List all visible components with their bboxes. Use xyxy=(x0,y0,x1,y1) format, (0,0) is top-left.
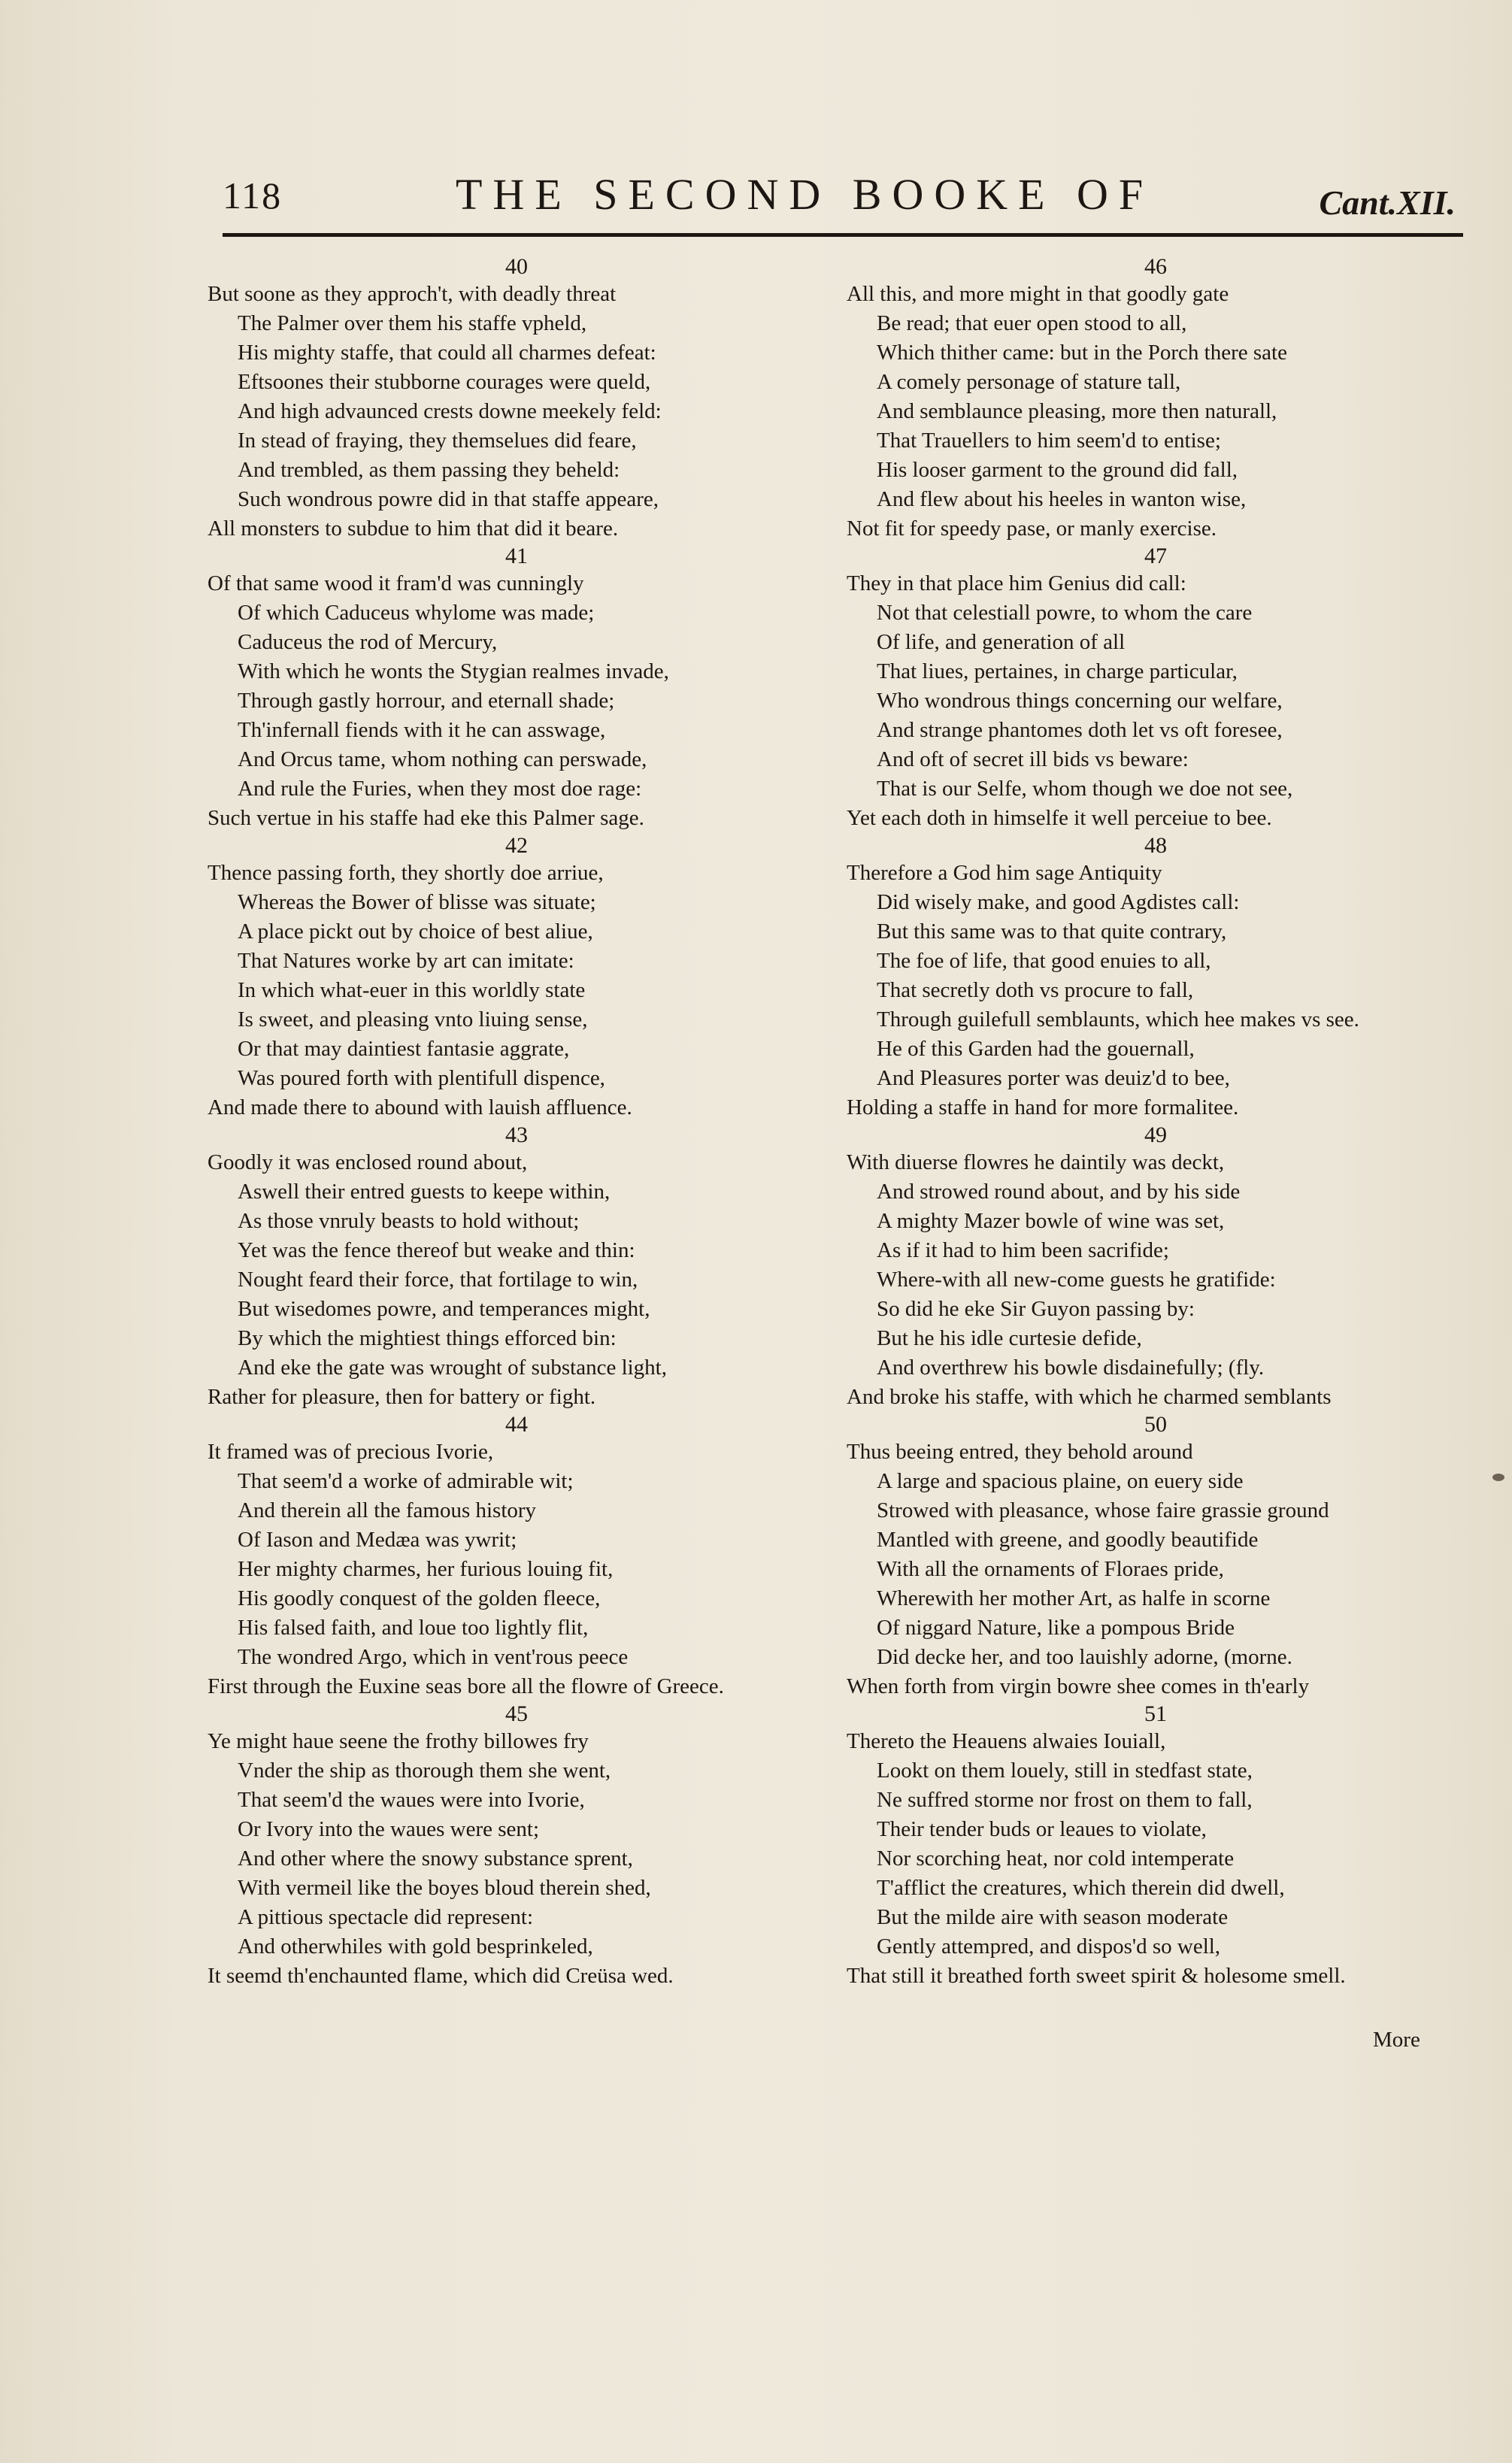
verse-line: A mighty Mazer bowle of wine was set, xyxy=(877,1209,1225,1233)
verse-line: Through gastly horrour, and eternall shade; xyxy=(238,689,615,713)
verse-line: That still it breathed forth sweet spirit & holesome smell. xyxy=(847,1964,1346,1988)
verse-line: And strange phantomes doth let vs oft foresee, xyxy=(877,718,1283,742)
verse-line: Th'infernall fiends with it he can asswage, xyxy=(238,718,606,742)
verse-line: His falsed faith, and loue too lightly flit, xyxy=(238,1616,589,1640)
verse-line: And flew about his heeles in wanton wise, xyxy=(877,487,1247,511)
verse-line: Caduceus the rod of Mercury, xyxy=(238,630,498,654)
verse-line: Strowed with pleasance, whose faire grassie ground xyxy=(877,1498,1329,1522)
verse-line: That secretly doth vs procure to fall, xyxy=(877,978,1194,1002)
verse-line: First through the Euxine seas bore all the flowre of Greece. xyxy=(208,1674,724,1698)
stanza xyxy=(205,1412,829,1701)
catchword: More xyxy=(1373,2028,1420,2052)
stanza-number: 48 xyxy=(1144,833,1167,858)
verse-line: The Palmer over them his staffe vpheld, xyxy=(238,311,587,335)
verse-line: And broke his staffe, with which he charmed semblants xyxy=(847,1385,1332,1409)
stanza-number: 50 xyxy=(1144,1412,1167,1437)
verse-line: That seem'd the waues were into Ivorie, xyxy=(238,1788,585,1812)
verse-line: Goodly it was enclosed round about, xyxy=(208,1150,528,1174)
verse-line: And Orcus tame, whom nothing can perswade, xyxy=(238,747,647,771)
verse-line: By which the mightiest things efforced bin: xyxy=(238,1326,617,1350)
verse-line: With diuerse flowres he daintily was deckt, xyxy=(847,1150,1225,1174)
verse-line: Which thither came: but in the Porch there sate xyxy=(877,341,1287,365)
verse-line: But wisedomes powre, and temperances might, xyxy=(238,1297,650,1321)
stanza-number: 46 xyxy=(1144,254,1167,279)
stanza-number: 42 xyxy=(505,833,528,858)
verse-line: Or that may daintiest fantasie aggrate, xyxy=(238,1037,570,1061)
verse-line: It seemd th'enchaunted flame, which did Creüsa wed. xyxy=(208,1964,674,1988)
verse-line: A comely personage of stature tall, xyxy=(877,370,1181,394)
verse-line: When forth from virgin bowre shee comes in th'early xyxy=(847,1674,1310,1698)
verse-line: But soone as they approch't, with deadly threat xyxy=(208,282,617,306)
verse-line: So did he eke Sir Guyon passing by: xyxy=(877,1297,1195,1321)
verse-line: And trembled, as them passing they beheld: xyxy=(238,458,620,482)
verse-line: Therefore a God him sage Antiquity xyxy=(847,861,1162,885)
verse-line: Ne suffred storme nor frost on them to fall, xyxy=(877,1788,1253,1812)
verse-line: Of niggard Nature, like a pompous Bride xyxy=(877,1616,1235,1640)
verse-line: His mighty staffe, that could all charmes defeat: xyxy=(238,341,656,365)
verse-line: Of which Caduceus whylome was made; xyxy=(238,601,595,625)
verse-line: All monsters to subdue to him that did it beare. xyxy=(208,517,619,541)
page-number: 118 xyxy=(223,174,283,217)
verse-line: And overthrew his bowle disdainefully; (fly. xyxy=(877,1356,1265,1380)
stanza-number: 49 xyxy=(1144,1122,1167,1147)
verse-line: But this same was to that quite contrary, xyxy=(877,919,1227,944)
verse-line: And eke the gate was wrought of substance light, xyxy=(238,1356,667,1380)
verse-line: They in that place him Genius did call: xyxy=(847,571,1186,595)
verse-line: All this, and more might in that goodly gate xyxy=(847,282,1229,306)
verse-line: Thereto the Heauens alwaies Iouiall, xyxy=(847,1729,1166,1753)
verse-line: Who wondrous things concerning our welfare, xyxy=(877,689,1283,713)
verse-line: Of Iason and Medæa was ywrit; xyxy=(238,1528,517,1552)
verse-line: Where-with all new-come guests he gratifide: xyxy=(877,1268,1276,1292)
stanza xyxy=(205,254,829,544)
verse-line: Wherewith her mother Art, as halfe in scorne xyxy=(877,1586,1271,1610)
verse-line: That is our Selfe, whom though we doe not see, xyxy=(877,777,1293,801)
stanza-number: 43 xyxy=(505,1122,528,1147)
verse-line: Be read; that euer open stood to all, xyxy=(877,311,1187,335)
verse-line: As if it had to him been sacrifide; xyxy=(877,1238,1169,1262)
verse-line: The foe of life, that good enuies to all, xyxy=(877,949,1211,973)
verse-line: Lookt on them louely, still in stedfast state, xyxy=(877,1759,1253,1783)
stanza xyxy=(844,254,1468,544)
stanza-number: 47 xyxy=(1144,544,1167,568)
verse-line: Yet each doth in himselfe it well perceiue to bee. xyxy=(847,806,1272,830)
verse-line: With all the ornaments of Floraes pride, xyxy=(877,1557,1224,1581)
verse-line: Thus beeing entred, they behold around xyxy=(847,1440,1193,1464)
stanza xyxy=(844,1412,1468,1701)
verse-line: Not that celestiall powre, to whom the care xyxy=(877,601,1253,625)
verse-line: As those vnruly beasts to hold without; xyxy=(238,1209,580,1233)
verse-line: And high advaunced crests downe meekely feld: xyxy=(238,399,662,423)
verse-line: Such wondrous powre did in that staffe appeare, xyxy=(238,487,659,511)
verse-line: A large and spacious plaine, on euery side xyxy=(877,1469,1244,1493)
right-column xyxy=(844,254,1468,1991)
verse-line: A place pickt out by choice of best aliue, xyxy=(238,919,593,944)
verse-line: Did decke her, and too lauishly adorne, (morne. xyxy=(877,1645,1292,1669)
verse-line: Vnder the ship as thorough them she went, xyxy=(238,1759,611,1783)
stanza xyxy=(205,1701,829,1991)
verse-line: A pittious spectacle did represent: xyxy=(238,1905,534,1929)
verse-line: Yet was the fence thereof but weake and thin: xyxy=(238,1238,635,1262)
verse-line: Their tender buds or leaues to violate, xyxy=(877,1817,1207,1841)
verse-line: Eftsoones their stubborne courages were queld, xyxy=(238,370,651,394)
verse-line: With vermeil like the boyes bloud therein shed, xyxy=(238,1876,651,1900)
verse-line: With which he wonts the Stygian realmes invade, xyxy=(238,659,669,683)
verse-line: And made there to abound with lauish affluence. xyxy=(208,1095,632,1119)
verse-line: Gently attempred, and dispos'd so well, xyxy=(877,1934,1221,1959)
verse-line: Mantled with greene, and goodly beautifide xyxy=(877,1528,1259,1552)
verse-line: Whereas the Bower of blisse was situate; xyxy=(238,890,596,914)
canto-reference: Cant.XII. xyxy=(1319,183,1456,222)
verse-line: In which what-euer in this worldly state xyxy=(238,978,586,1002)
stanza-number: 51 xyxy=(1144,1701,1167,1726)
ink-fleck xyxy=(1492,1474,1504,1481)
verse-line: And semblaunce pleasing, more then naturall, xyxy=(877,399,1277,423)
verse-line: Of that same wood it fram'd was cunningly xyxy=(208,571,584,595)
verse-line: In stead of fraying, they themselues did feare, xyxy=(238,429,637,453)
left-column xyxy=(205,254,829,1991)
verse-line: Rather for pleasure, then for battery or fight. xyxy=(208,1385,596,1409)
verse-line: Her mighty charmes, her furious louing fit, xyxy=(238,1557,614,1581)
verse-line: Is sweet, and pleasing vnto liuing sense, xyxy=(238,1007,588,1032)
stanza xyxy=(844,1701,1468,1991)
verse-line: Did wisely make, and good Agdistes call: xyxy=(877,890,1240,914)
verse-line: And otherwhiles with gold besprinkeled, xyxy=(238,1934,593,1959)
header-rule xyxy=(223,233,1463,237)
stanza-number: 44 xyxy=(505,1412,528,1437)
stanza xyxy=(844,544,1468,833)
verse-line: And other where the snowy substance sprent, xyxy=(238,1846,633,1871)
stanza-number: 41 xyxy=(505,544,528,568)
verse-line: He of this Garden had the gouernall, xyxy=(877,1037,1195,1061)
verse-line: The wondred Argo, which in vent'rous peece xyxy=(238,1645,629,1669)
stanza xyxy=(844,833,1468,1122)
verse-line: And strowed round about, and by his side xyxy=(877,1180,1241,1204)
verse-line: It framed was of precious Ivorie, xyxy=(208,1440,494,1464)
verse-line: His goodly conquest of the golden fleece, xyxy=(238,1586,601,1610)
verse-line: Nought feard their force, that fortilage to win, xyxy=(238,1268,638,1292)
verse-line: T'afflict the creatures, which therein did dwell, xyxy=(877,1876,1285,1900)
verse-line: Holding a staffe in hand for more formalitee. xyxy=(847,1095,1239,1119)
page-header xyxy=(223,169,1456,229)
verse-line: That Natures worke by art can imitate: xyxy=(238,949,574,973)
verse-line: Nor scorching heat, nor cold intemperate xyxy=(877,1846,1235,1871)
verse-line: And rule the Furies, when they most doe rage: xyxy=(238,777,642,801)
verse-line: Thence passing forth, they shortly doe arriue, xyxy=(208,861,604,885)
stanza-number: 40 xyxy=(505,254,528,279)
verse-line: And Pleasures porter was deuiz'd to bee, xyxy=(877,1066,1230,1090)
stanza-number: 45 xyxy=(505,1701,528,1726)
stanza xyxy=(844,1122,1468,1412)
verse-line: And oft of secret ill bids vs beware: xyxy=(877,747,1189,771)
verse-line: Was poured forth with plentifull dispence, xyxy=(238,1066,605,1090)
verse-line: Through guilefull semblaunts, which hee makes vs see. xyxy=(877,1007,1359,1032)
stanza xyxy=(205,833,829,1122)
verse-line: That seem'd a worke of admirable wit; xyxy=(238,1469,574,1493)
verse-line: But the milde aire with season moderate xyxy=(877,1905,1229,1929)
verse-line: Aswell their entred guests to keepe within, xyxy=(238,1180,611,1204)
verse-line: That liues, pertaines, in charge particular, xyxy=(877,659,1238,683)
stanza xyxy=(205,544,829,833)
verse-line: Ye might haue seene the frothy billowes fry xyxy=(208,1729,589,1753)
running-title: THE SECOND BOOKE OF xyxy=(456,170,1154,219)
verse-line: Such vertue in his staffe had eke this Palmer sage. xyxy=(208,806,644,830)
verse-line: Not fit for speedy pase, or manly exercise. xyxy=(847,517,1217,541)
stanza xyxy=(205,1122,829,1412)
verse-line: His looser garment to the ground did fall, xyxy=(877,458,1238,482)
verse-line: Or Ivory into the waues were sent; xyxy=(238,1817,540,1841)
verse-line: And therein all the famous history xyxy=(238,1498,537,1522)
verse-line: But he his idle curtesie defide, xyxy=(877,1326,1142,1350)
verse-line: Of life, and generation of all xyxy=(877,630,1126,654)
verse-line: That Trauellers to him seem'd to entise; xyxy=(877,429,1221,453)
